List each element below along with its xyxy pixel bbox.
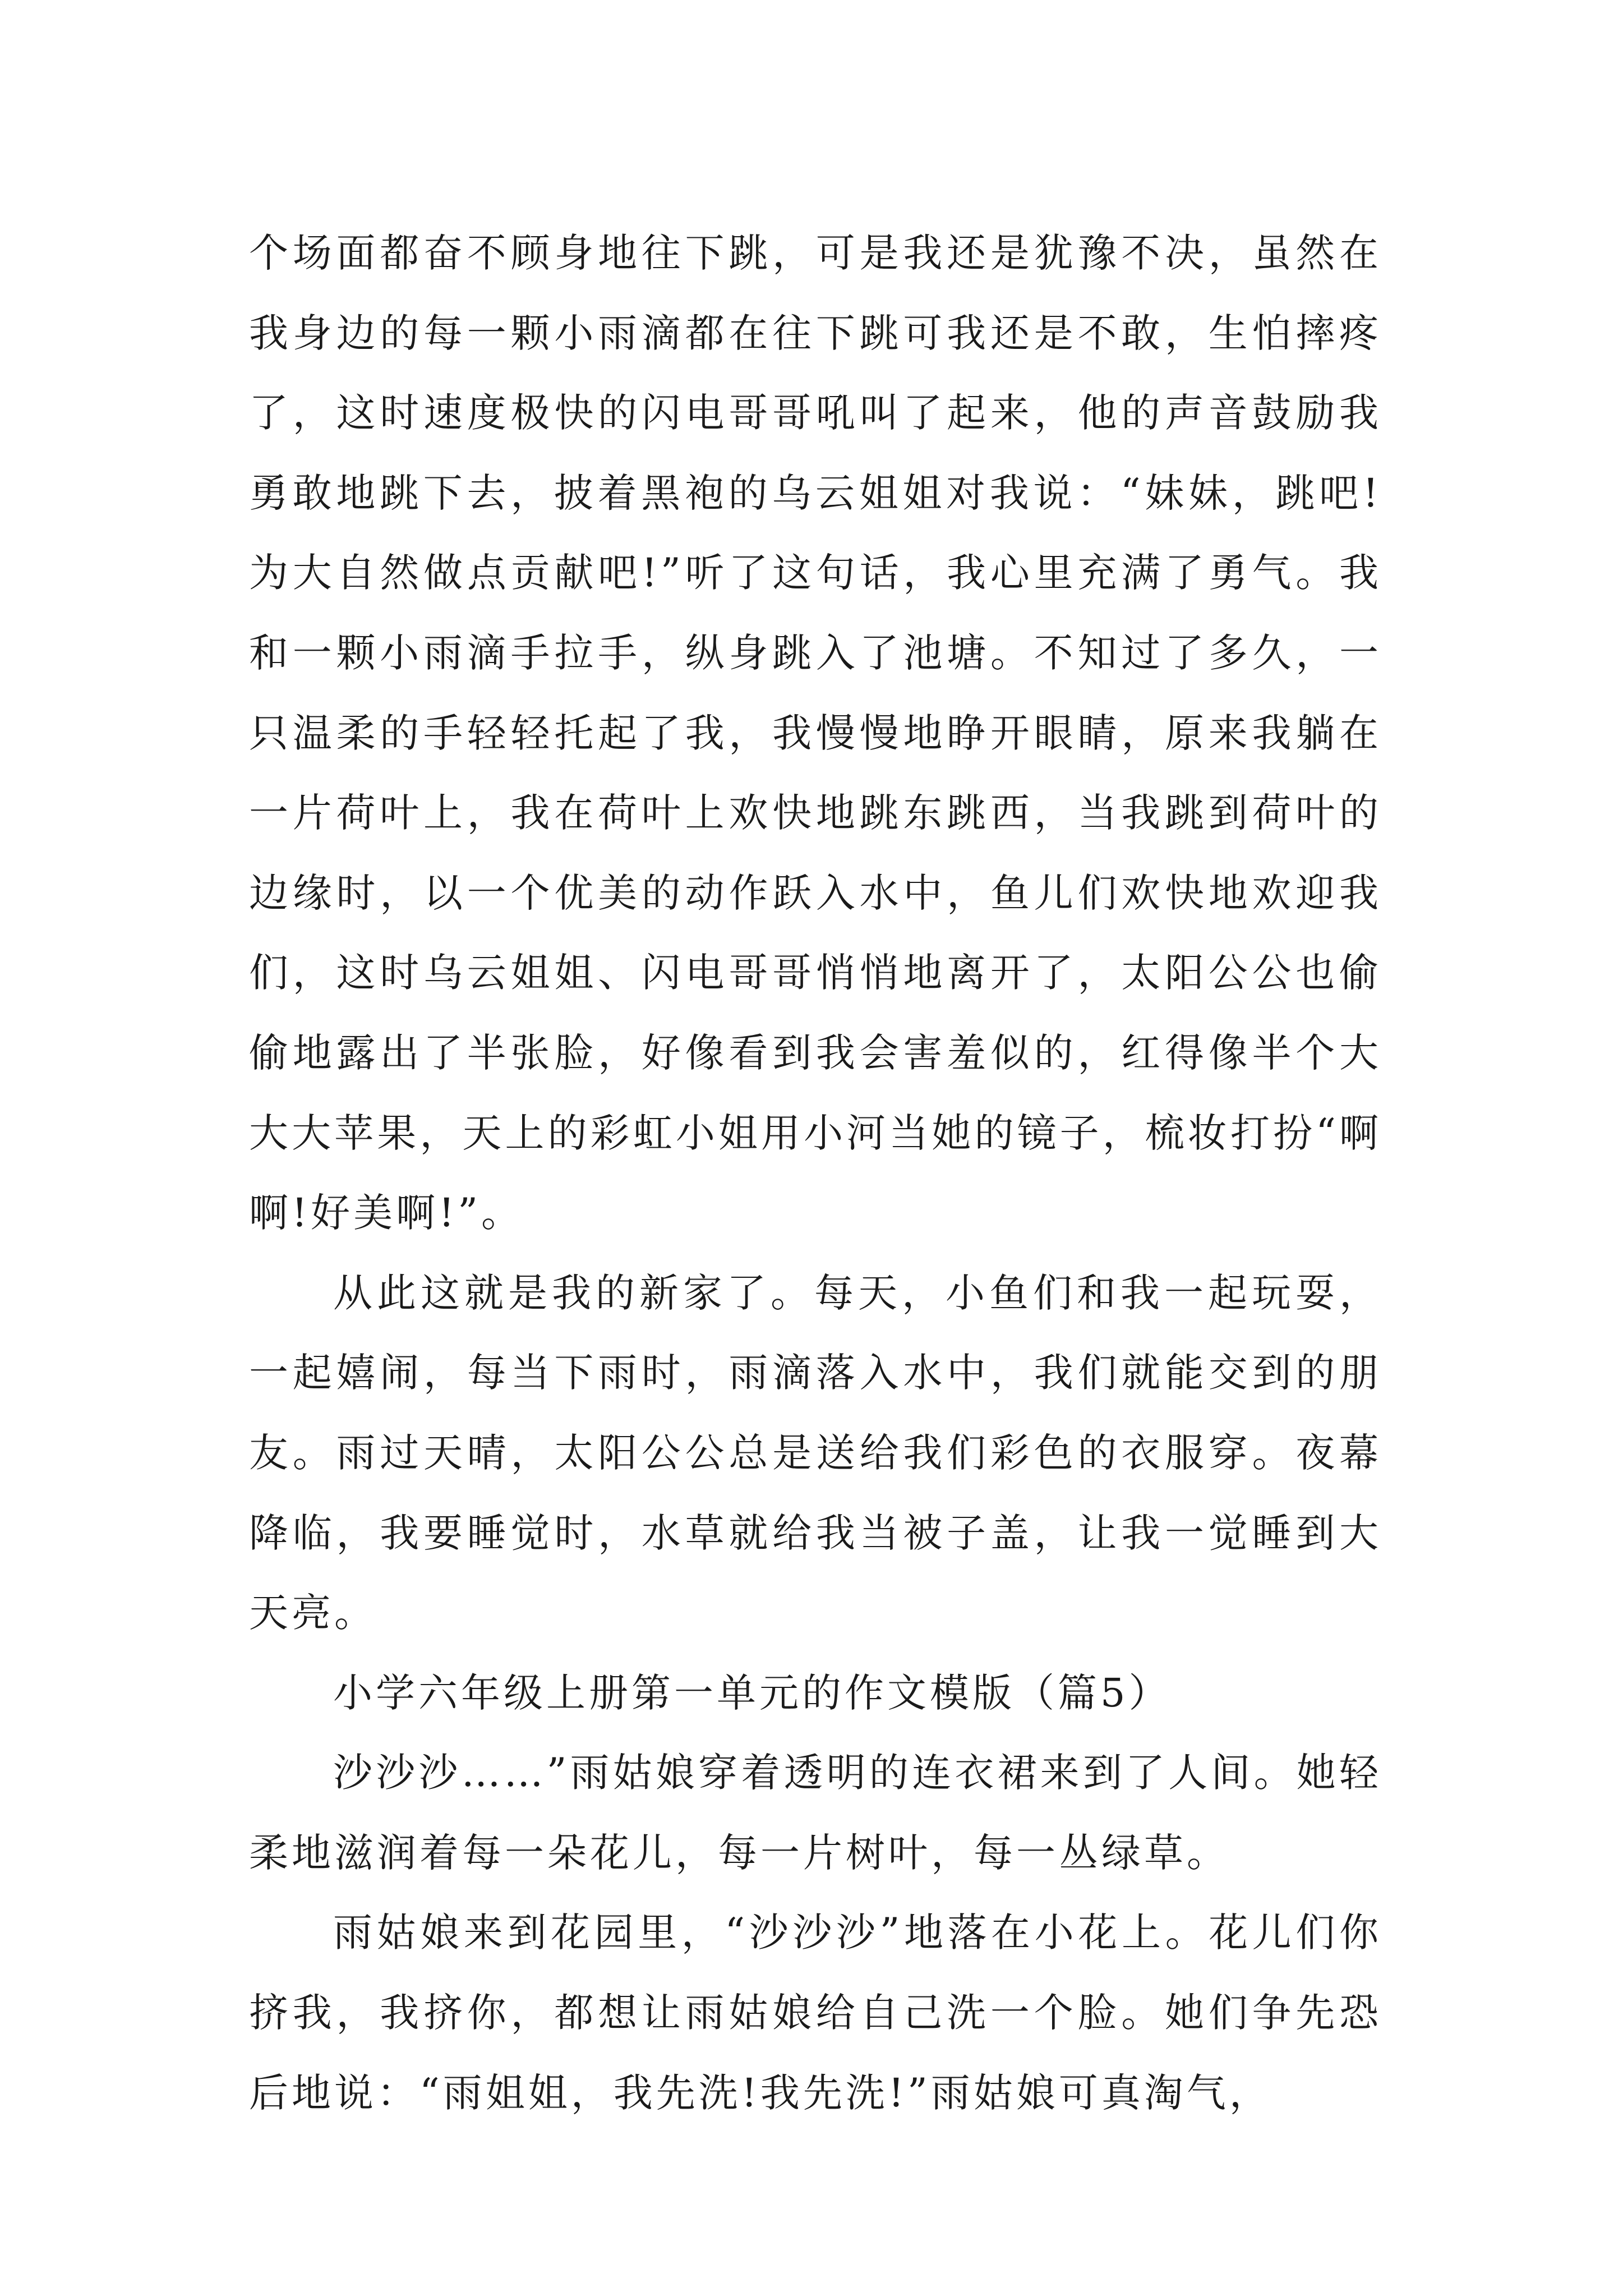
section-heading: 小学六年级上册第一单元的作文模版（篇5） — [333, 1669, 1172, 1716]
paragraph-2: 从此这就是我的新家了。每天，小鱼们和我一起玩耍，一起嬉闹，每当下雨时，雨滴落入水中，我们就能交到的朋友。雨过天晴，太阳公公总是送给我们彩色的衣服穿。夜幕降临，我要睡觉时，水草就给我当被子盖，让我一觉睡到大天亮。 — [249, 1269, 1382, 1636]
paragraph-1: 个场面都奋不顾身地往下跳，可是我还是犹豫不决，虽然在我身边的每一颗小雨滴都在往下跳可我还是不敢，生怕摔疼了，这时速度极快的闪电哥哥吼叫了起来，他的声音鼓励我勇敢地跳下去，披着黑袍的乌云姐姐对我说：“妹妹，跳吧!为大自然做点贡献吧!”听了这句话，我心里充满了勇气。我和一颗小雨滴手拉手，纵身跳入了池塘。不知过了多久，一只温柔的手轻轻托起了我，我慢慢地睁开眼睛，原来我躺在一片荷叶上，我在荷叶上欢快地跳东跳西，当我跳到荷叶的边缘时，以一个优美的动作跃入水中，鱼儿们欢快地欢迎我们，这时乌云姐姐、闪电哥哥悄悄地离开了，太阳公公也偷偷地露出了半张脸，好像看到我会害羞似的，红得像半个大大大苹果，天上的彩虹小姐用小河当她的镜子，梳妆打扮“啊啊!好美啊!”。 — [249, 230, 1382, 1236]
paragraph-4: 雨姑娘来到花园里，“沙沙沙”地落在小花上。花儿们你挤我，我挤你，都想让雨姑娘给自己洗一个脸。她们争先恐后地说：“雨姐姐，我先洗!我先洗!”雨姑娘可真淘气， — [249, 1910, 1382, 2116]
paragraph-3: 沙沙沙……”雨姑娘穿着透明的连衣裙来到了人间。她轻柔地滋润着每一朵花儿，每一片树叶，每一丛绿草。 — [249, 1750, 1382, 1876]
document-body — [249, 213, 1382, 2133]
